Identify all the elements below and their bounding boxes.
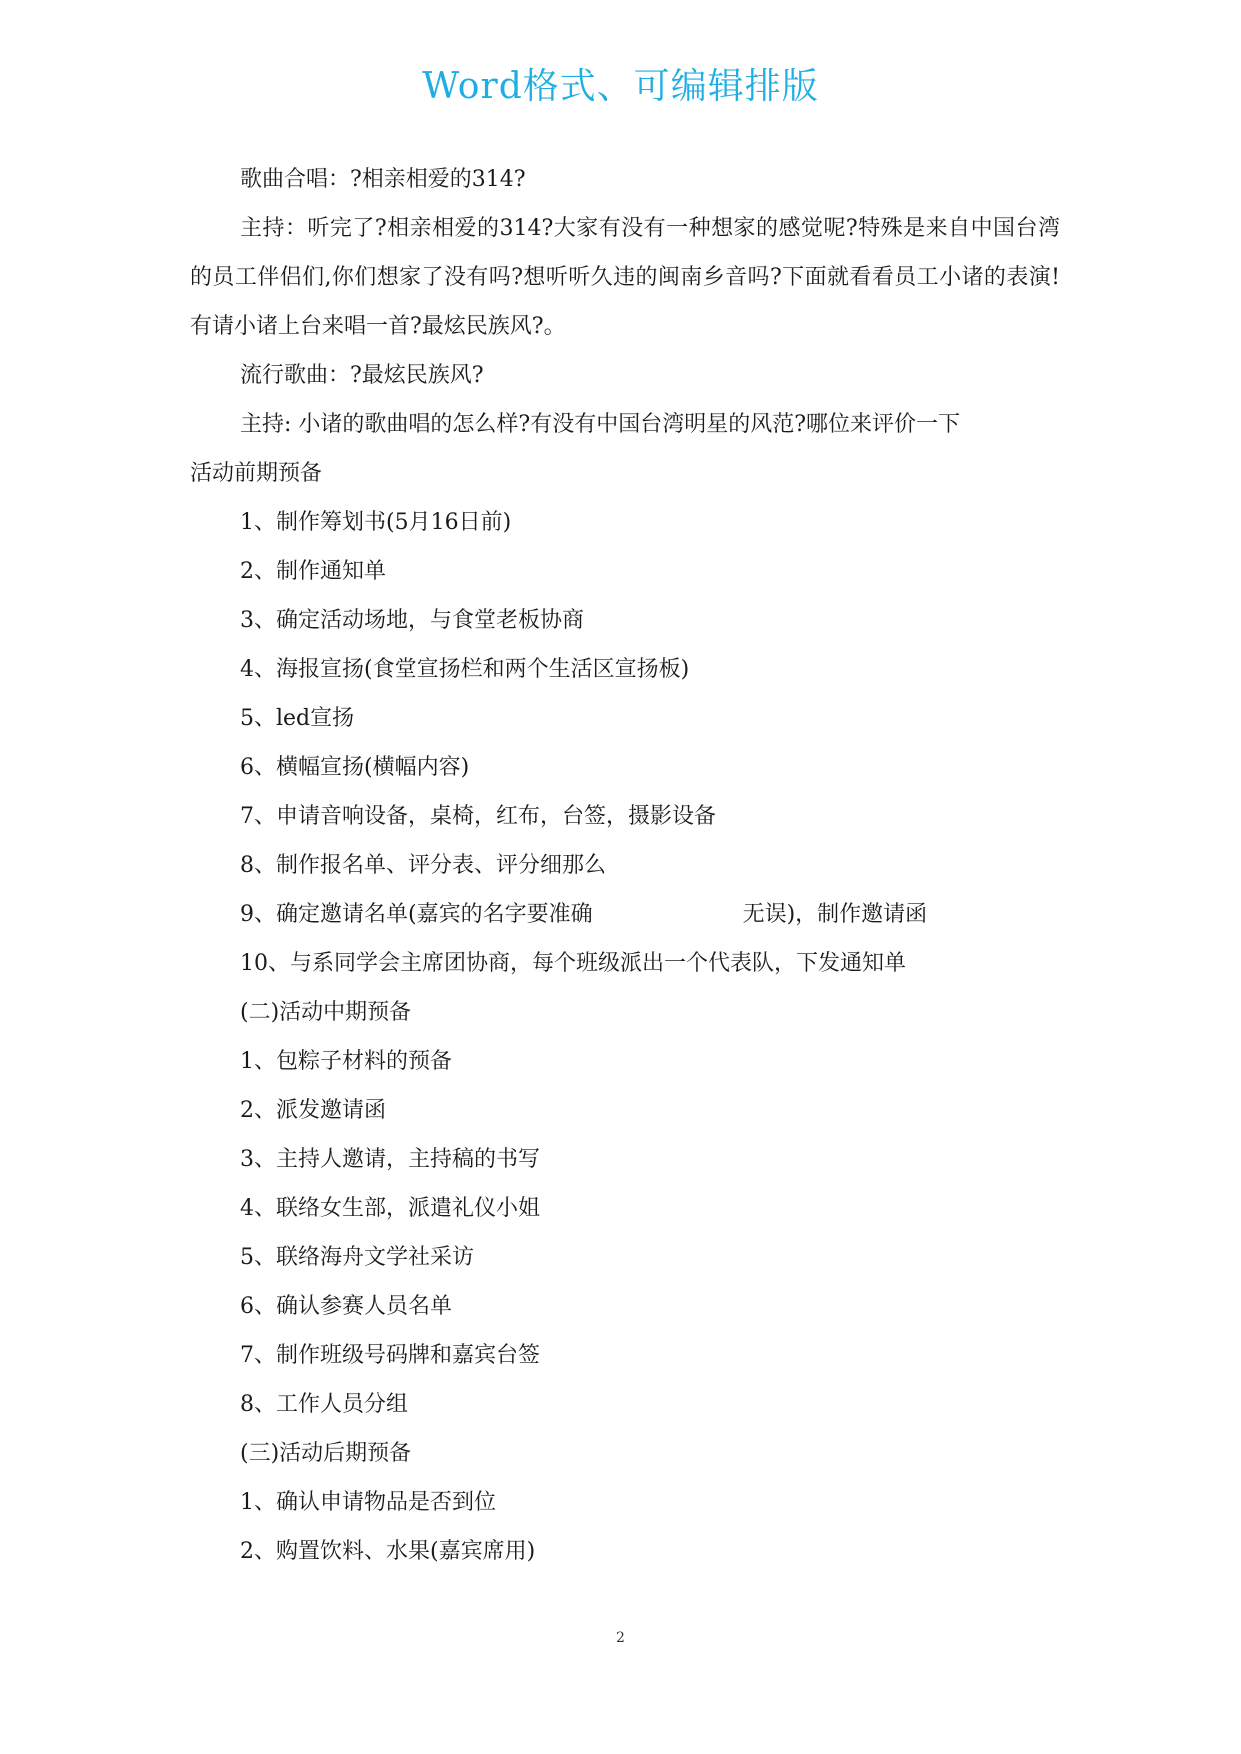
paragraph-pop-song: 流行歌曲：?最炫民族风? (240, 363, 484, 388)
list-item-mid-1: 1、包粽子材料的预备 (240, 1049, 452, 1074)
paragraph-song-chorus: 歌曲合唱：?相亲相爱的314? (240, 167, 526, 192)
list-item-pre-9 (190, 890, 1060, 939)
list-item-mid-2: 2、派发邀请函 (240, 1098, 386, 1123)
list-item-pre-9-part-a: 9、确定邀请名单(嘉宾的名字要准确 (240, 902, 593, 927)
list-item-pre-8: 8、制作报名单、评分表、评分细那么 (240, 853, 606, 878)
list-item-pre-6: 6、横幅宣扬(横幅内容) (240, 755, 470, 780)
list-item-pre-9-part-b: 无误)，制作邀请函 (742, 902, 928, 927)
list-item-pre-1: 1、制作筹划书(5月16日前) (240, 510, 512, 535)
list-item-post-1: 1、确认申请物品是否到位 (240, 1490, 496, 1515)
list-item-pre-10: 10、与系同学会主席团协商，每个班级派出一个代表队，下发通知单 (240, 951, 906, 976)
list-item-post-2: 2、购置饮料、水果(嘉宾席用) (240, 1539, 536, 1564)
list-item-mid-3: 3、主持人邀请，主持稿的书写 (240, 1147, 540, 1172)
paragraph-host-remarks-1: 主持：听完了?相亲相爱的314?大家有没有一种想家的感觉呢?特殊是来自中国台湾的员工伴侣们,你们想家了没有吗?想听听久违的闽南乡音吗?下面就看看员工小诸的表演!有请小诸上台来唱一首?最炫民族风?。 (190, 216, 1060, 339)
list-item-mid-5: 5、联络海舟文学社采访 (240, 1245, 474, 1270)
list-item-mid-6: 6、确认参赛人员名单 (240, 1294, 452, 1319)
document-body (190, 155, 1060, 1576)
paragraph-host-remarks-2: 主持: 小诸的歌曲唱的怎么样?有没有中国台湾明星的风范?哪位来评价一下 (240, 412, 960, 437)
section-title-mid-event: (二)活动中期预备 (240, 1000, 412, 1025)
list-item-pre-7: 7、申请音响设备，桌椅，红布，台签，摄影设备 (240, 804, 716, 829)
list-item-pre-4: 4、海报宣扬(食堂宣扬栏和两个生活区宣扬板) (240, 657, 690, 682)
list-item-pre-5: 5、led宣扬 (240, 706, 355, 731)
page-number: 2 (616, 1630, 625, 1646)
document-header-title: Word格式、可编辑排版 (422, 66, 819, 107)
list-item-mid-7: 7、制作班级号码牌和嘉宾台签 (240, 1343, 540, 1368)
section-title-pre-event: 活动前期预备 (190, 461, 323, 486)
list-item-pre-2: 2、制作通知单 (240, 559, 386, 584)
list-item-pre-3: 3、确定活动场地，与食堂老板协商 (240, 608, 584, 633)
list-item-mid-4: 4、联络女生部，派遣礼仪小姐 (240, 1196, 540, 1221)
section-title-post-event: (三)活动后期预备 (240, 1441, 412, 1466)
list-item-mid-8: 8、工作人员分组 (240, 1392, 408, 1417)
